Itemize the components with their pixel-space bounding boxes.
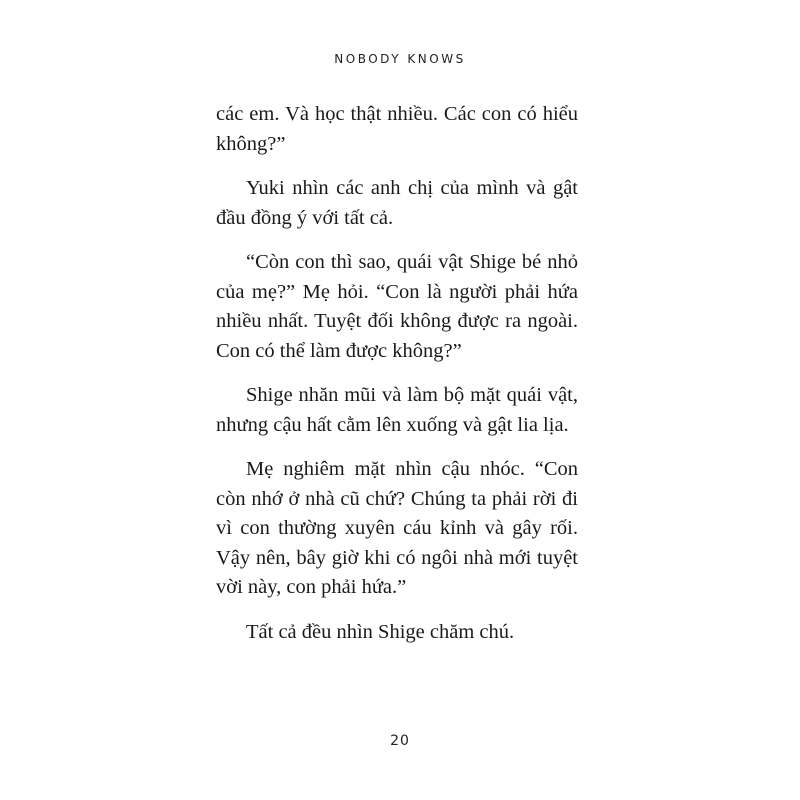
- paragraph: “Còn con thì sao, quái vật Shige bé nhỏ của mẹ?” Mẹ hỏi. “Con là người phải hứa nhiều nhất. Tuyệt đối không được ra ngoài. Con có thể làm được không?”: [216, 251, 578, 362]
- paragraph: Mẹ nghiêm mặt nhìn cậu nhóc. “Con còn nhớ ở nhà cũ chứ? Chúng ta phải rời đi vì con thường xuyên cáu kỉnh và gây rối. Vậy nên, bây giờ khi có ngôi nhà mới tuyệt vời này, con phải hứa.”: [216, 458, 578, 598]
- page-number: 20: [390, 733, 410, 749]
- paragraph: Tất cả đều nhìn Shige chăm chú.: [246, 620, 515, 643]
- paragraph: Shige nhăn mũi và làm bộ mặt quái vật, nhưng cậu hất cằm lên xuống và gật lia lịa.: [216, 384, 578, 436]
- running-title: NOBODY KNOWS: [334, 52, 466, 66]
- paragraph: Yuki nhìn các anh chị của mình và gật đầu đồng ý với tất cả.: [216, 177, 578, 229]
- paragraph: các em. Và học thật nhiều. Các con có hiểu không?”: [216, 103, 578, 155]
- body-text: [216, 100, 578, 662]
